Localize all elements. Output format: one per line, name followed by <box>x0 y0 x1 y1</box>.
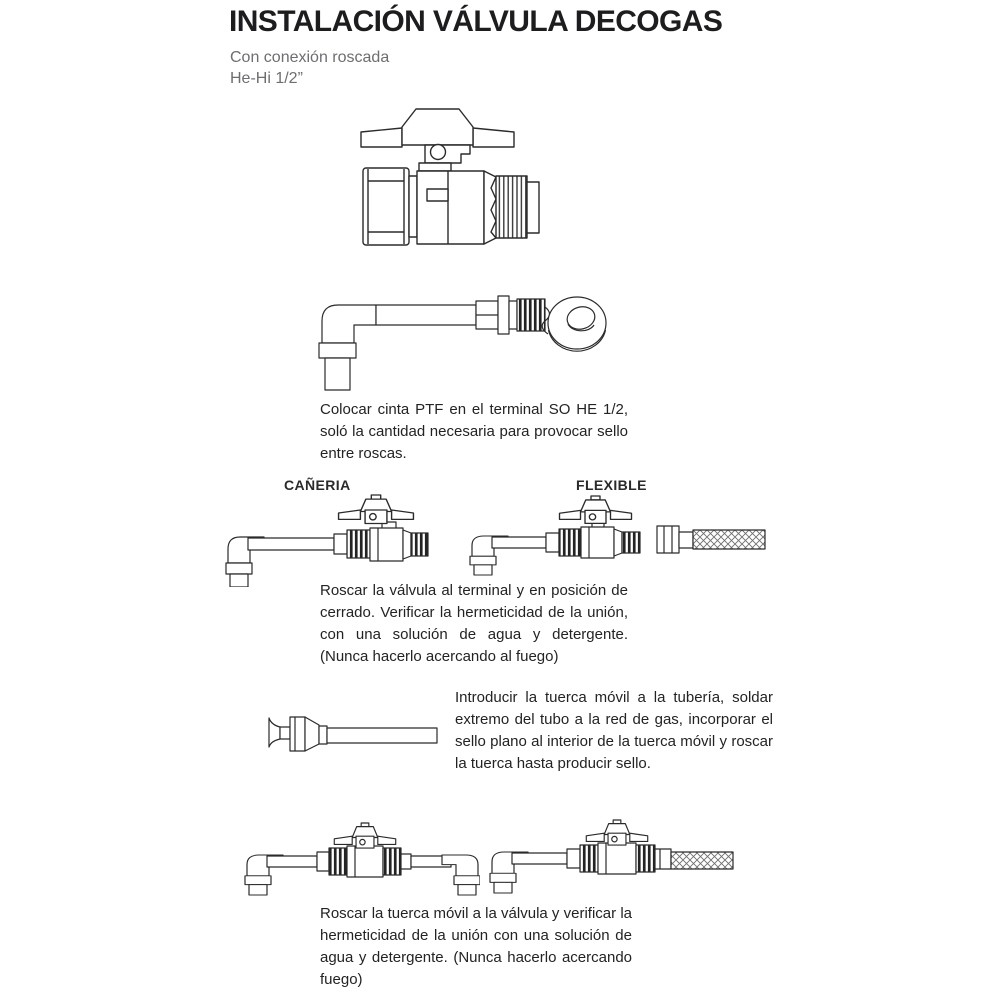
step-2-text: Roscar la válvula al terminal y en posición de cerrado. Verificar la hermeticidad de la unión, con una solución de agua y detergente. (Nunca hacerlo acercando al fuego) <box>320 582 628 665</box>
ball-valve-drawing <box>330 97 570 257</box>
tube-with-nut-diagram <box>262 700 442 760</box>
page-subtitle: Con conexión roscada <box>230 49 390 66</box>
step-1-text: Colocar cinta PTF en el terminal SO HE 1/2, soló la cantidad necesaria para provocar sello entre roscas. <box>320 401 628 462</box>
step-3-text: Introducir la tuerca móvil a la tubería, soldar extremo del tubo a la red de gas, incorporar el sello plano al interior de la tuerca móvil y roscar la tuerca hasta producir sello. <box>455 689 773 772</box>
tube-nut-drawing <box>262 700 442 760</box>
main-valve-diagram <box>330 97 570 257</box>
step-4-text: Roscar la tuerca móvil a la válvula y verificar la hermeticidad de la unión con una solución de agua y detergente. (Nunca hacerlo acercando fuego) <box>320 905 632 988</box>
ptf-tape-drawing <box>298 283 620 398</box>
caneria-drawing <box>224 492 432 587</box>
caneria-label: CAÑERIA <box>284 477 351 493</box>
flexible-hose-valve-diagram <box>462 495 767 580</box>
flexible-installed-drawing <box>487 818 745 900</box>
caneria-installed-drawing <box>238 822 480 900</box>
flexible-label: FLEXIBLE <box>576 477 647 493</box>
caneria-pipe-valve-diagram <box>224 492 432 587</box>
page-title: INSTALACIÓN VÁLVULA DECOGAS <box>229 5 723 38</box>
caneria-installed-diagram <box>238 822 480 900</box>
flexible-drawing <box>462 495 767 580</box>
ptf-tape-application-diagram <box>298 283 620 398</box>
flexible-installed-diagram <box>487 818 745 900</box>
connection-spec: He-Hi 1/2” <box>230 70 303 87</box>
